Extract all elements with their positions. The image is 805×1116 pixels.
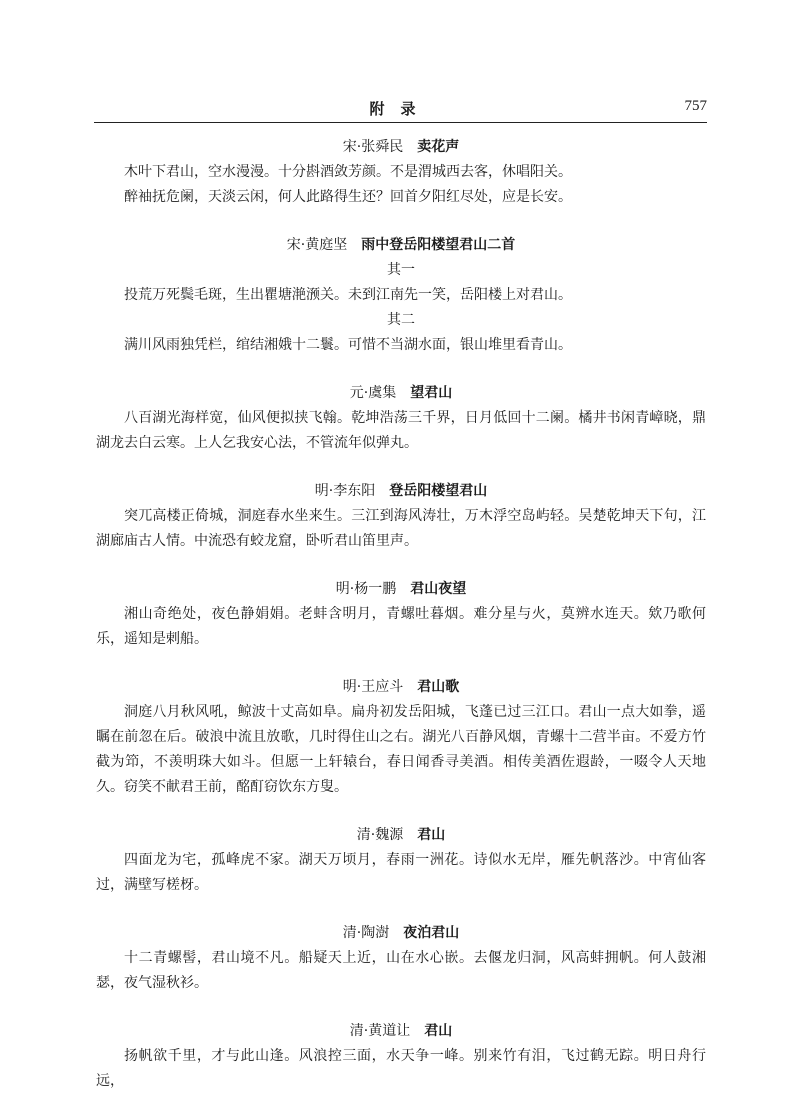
poem-title: 君山歌 bbox=[417, 679, 460, 695]
poem-entry bbox=[96, 822, 706, 898]
poem-text: 扬帆欲千里，才与此山逢。风浪控三面，水天争一峰。别来竹有泪，飞过鹤无踪。明日舟行远， bbox=[96, 1048, 706, 1089]
poem-author: 清·黄道让 bbox=[349, 1023, 411, 1039]
poem-title: 雨中登岳阳楼望君山二首 bbox=[361, 237, 516, 253]
poem-entry bbox=[96, 134, 706, 210]
poem-text: 醉袖抚危阑，天淡云闲，何人此路得生还？回首夕阳红尽处，应是长安。 bbox=[124, 189, 572, 205]
poem-text: 投荒万死鬓毛斑，生出瞿塘滟滪关。未到江南先一笑，岳阳楼上对君山。 bbox=[124, 287, 572, 303]
poem-list bbox=[96, 134, 706, 1116]
poem-section-heading: 其二 bbox=[387, 312, 415, 328]
poem-author: 清·陶澍 bbox=[342, 925, 390, 941]
running-header bbox=[94, 98, 707, 123]
poem-title: 君山 bbox=[417, 827, 446, 843]
poem-title: 君山 bbox=[424, 1023, 453, 1039]
poem-author: 明·王应斗 bbox=[342, 679, 404, 695]
poem-author: 明·李东阳 bbox=[314, 483, 376, 499]
poem-entry bbox=[96, 920, 706, 996]
poem-text: 四面龙为宅，孤峰虎不家。湖天万顷月，春雨一洲花。诗似水无岸，雁先帆落沙。中宵仙客过，满壁写槎枒。 bbox=[96, 852, 706, 893]
poem-heading bbox=[96, 380, 706, 406]
poem-author: 元·虞集 bbox=[349, 385, 397, 401]
poem-entry bbox=[96, 576, 706, 652]
poem-text: 湘山奇绝处，夜色静娟娟。老蚌含明月，青螺吐暮烟。难分星与火，莫辨水连天。欸乃歌何乐，遥知是剌船。 bbox=[96, 606, 706, 647]
poem-heading bbox=[96, 232, 706, 258]
poem-entry bbox=[96, 232, 706, 358]
poem-section-heading: 其一 bbox=[387, 262, 415, 278]
poem-author: 清·魏源 bbox=[356, 827, 404, 843]
page-number: 757 bbox=[684, 98, 707, 114]
poem-text: 突兀高楼正倚城，洞庭春水坐来生。三江到海风涛壮，万木浮空岛屿轻。吴楚乾坤天下句，江湖廊庙古人情。中流恐有蛟龙窟，卧听君山笛里声。 bbox=[96, 508, 706, 549]
poem-heading bbox=[96, 478, 706, 504]
poem-entry bbox=[96, 478, 706, 554]
header-title: 附录 bbox=[369, 100, 432, 118]
poem-text: 木叶下君山，空水漫漫。十分斟酒敛芳颜。不是渭城西去客，休唱阳关。 bbox=[124, 164, 572, 180]
poem-title: 夜泊君山 bbox=[403, 925, 460, 941]
poem-text: 满川风雨独凭栏，绾结湘娥十二鬟。可惜不当湖水面，银山堆里看青山。 bbox=[124, 337, 572, 353]
poem-heading bbox=[96, 674, 706, 700]
poem-author: 宋·张舜民 bbox=[342, 139, 404, 155]
poem-entry bbox=[96, 1018, 706, 1094]
poem-heading bbox=[96, 1018, 706, 1044]
poem-heading bbox=[96, 576, 706, 602]
poem-author: 宋·黄庭坚 bbox=[286, 237, 348, 253]
poem-title: 卖花声 bbox=[417, 139, 460, 155]
poem-text: 十二青螺髻，君山境不凡。船疑天上近，山在水心嵌。去偃龙归洞，风高蚌拥帆。何人鼓湘瑟，夜气湿秋衫。 bbox=[96, 950, 706, 991]
poem-author: 明·杨一鹏 bbox=[335, 581, 397, 597]
poem-text: 八百湖光海样宽，仙风便拟挟飞翰。乾坤浩荡三千界，日月低回十二阑。橘井书闲青嶂晓，鼎湖龙去白云寒。上人乞我安心法，不管流年似弹丸。 bbox=[96, 410, 706, 451]
poem-heading bbox=[96, 920, 706, 946]
poem-entry bbox=[96, 380, 706, 456]
poem-title: 望君山 bbox=[410, 385, 453, 401]
poem-entry bbox=[96, 674, 706, 800]
poem-title: 登岳阳楼望君山 bbox=[389, 483, 488, 499]
poem-title: 君山夜望 bbox=[410, 581, 467, 597]
poem-heading bbox=[96, 822, 706, 848]
poem-text: 洞庭八月秋风吼，鲸波十丈高如阜。扁舟初发岳阳城，飞蓬已过三江口。君山一点大如拳，遥瞩在前忽在后。破浪中流且放歌，几时得住山之右。湖光八百静风烟，青螺十二营半亩。不爱方竹截为笻，不羡明珠大如斗。但愿一上轩辕台，春日闻香寻美酒。相传美酒佐遐龄，一啜令人天地久。窃笑不献君王前，酩酊窃饮东方叟。 bbox=[96, 704, 706, 795]
poem-heading bbox=[96, 134, 706, 160]
